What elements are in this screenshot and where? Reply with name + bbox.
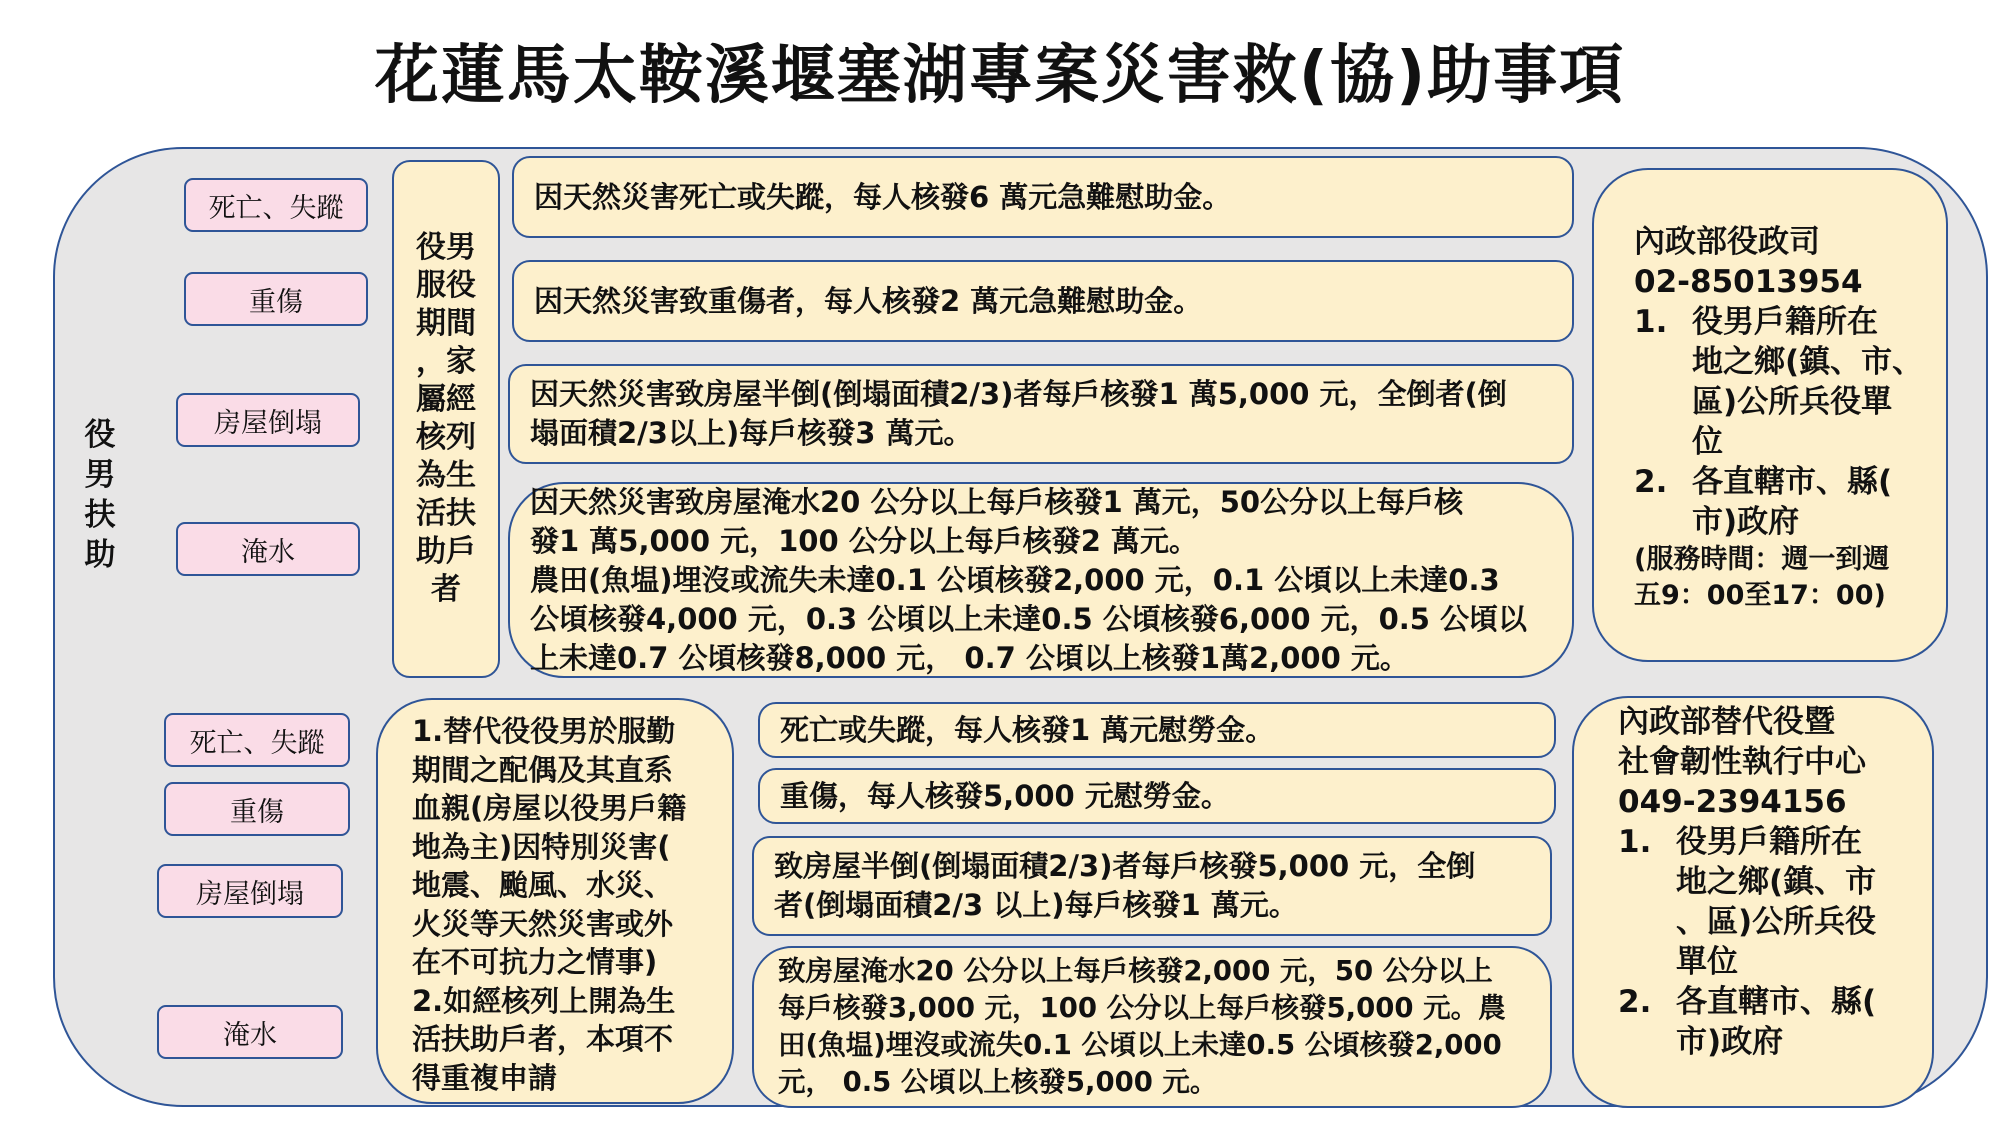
s1-detail-line: 因天然災害致房屋半倒(倒塌面積2/3)者每戶核發1 萬5,000 元，全倒者(倒 [530, 377, 1507, 411]
s1-eligibility-line: 者 [431, 572, 461, 607]
s1-contact-item-line: 位 [1692, 424, 1723, 460]
s2-eligibility-line: 得重複申請 [412, 1060, 558, 1095]
s1-contact-item-line: 役男戶籍所在 [1692, 304, 1878, 340]
s1-detail-line: 因天然災害死亡或失蹤，每人核發6 萬元急難慰助金。 [534, 179, 1232, 214]
s2-eligibility [376, 698, 734, 1104]
s1-contact-item-line: 區)公所兵役單 [1692, 384, 1893, 420]
s1-detail-line: 發1 萬5,000 元，100 公分以上每戶核發2 萬元。 [530, 523, 1199, 558]
s2-contact-item-line: 、區)公所兵役 [1676, 904, 1877, 940]
s2-eligibility-line: 2.如經核列上開為生 [412, 983, 676, 1018]
page-title: 花蓮馬太鞍溪堰塞湖專案災害救(協)助事項 [374, 39, 1626, 113]
s1-eligibility-line: 屬經 [416, 382, 476, 417]
s1-detail-line: 上未達0.7 公頃核發8,000 元， 0.7 公頃以上核發1萬2,000 元。 [530, 640, 1409, 675]
s2-detail-injury [758, 768, 1556, 824]
s2-eligibility-line: 在不可抗力之情事) [412, 945, 658, 979]
s1-eligibility-line: 活扶 [416, 496, 476, 531]
s2-contact-phone: 049-2394156 [1618, 784, 1847, 820]
s2-contact-item-line: 地之鄉(鎮、市 [1676, 864, 1877, 900]
s1-detail-flood [508, 482, 1574, 678]
s2-category-injury: 重傷 [164, 782, 350, 836]
s1-category-flood: 淹水 [176, 522, 360, 576]
s1-detail-collapse [508, 364, 1574, 464]
s2-contact-item-num: 1. [1618, 824, 1652, 860]
s2-detail-line: 者(倒塌面積2/3 以上)每戶核發1 萬元。 [774, 888, 1298, 922]
s1-category-collapse: 房屋倒塌 [176, 393, 360, 447]
s1-eligibility-line: 期間 [416, 306, 476, 341]
s2-category-death: 死亡、失蹤 [164, 713, 350, 767]
s1-eligibility [392, 160, 500, 678]
s2-contact-item [1618, 982, 1932, 1062]
s1-contact-item-line: 各直轄市、縣( [1692, 464, 1893, 500]
s2-eligibility-line: 活扶助戶者，本項不 [412, 1022, 674, 1056]
s2-detail-line: 重傷，每人核發5,000 元慰勞金。 [780, 778, 1230, 813]
s2-eligibility-line: 火災等天然災害或外 [412, 906, 674, 941]
s2-contact-item-line: 市)政府 [1676, 1024, 1784, 1060]
s2-detail-line: 致房屋半倒(倒塌面積2/3)者每戶核發5,000 元，全倒 [774, 849, 1476, 883]
s1-eligibility-line: 役男 [416, 230, 476, 265]
s1-detail-line: 塌面積2/3以上)每戶核發3 萬元。 [530, 416, 973, 450]
s2-eligibility-line: 血親(房屋以役男戶籍 [412, 791, 687, 825]
s2-detail-line: 元， 0.5 公頃以上核發5,000 元。 [778, 1066, 1218, 1098]
s2-category-flood: 淹水 [157, 1005, 343, 1059]
s2-contact-org: 內政部替代役暨 [1618, 704, 1835, 740]
s2-contact-item-line: 單位 [1676, 944, 1738, 980]
s1-contact-phone: 02-85013954 [1634, 264, 1863, 300]
s1-contact [1592, 168, 1948, 662]
s2-contact [1572, 696, 1934, 1108]
s2-detail-collapse [752, 836, 1552, 936]
s2-eligibility-line: 期間之配偶及其直系 [412, 752, 674, 787]
s2-contact-item-line: 各直轄市、縣( [1676, 984, 1877, 1020]
s2-eligibility-line: 地為主)因特別災害( [412, 829, 671, 864]
s2-contact-org: 社會韌性執行中心 [1618, 744, 1866, 780]
side-label-char: 役 [84, 417, 116, 453]
s2-contact-item [1618, 822, 1932, 982]
s2-eligibility-line: 地震、颱風、水災、 [412, 868, 674, 902]
s2-category-collapse: 房屋倒塌 [157, 864, 343, 918]
s1-detail-line: 因天然災害致房屋淹水20 公分以上每戶核發1 萬元，50公分以上每戶核 [530, 484, 1464, 519]
s1-contact-item [1634, 302, 1946, 462]
s1-contact-item-line: 市)政府 [1692, 504, 1800, 540]
s1-detail-injury [512, 260, 1574, 342]
s1-category-injury: 重傷 [184, 272, 368, 326]
s2-contact-item-line: 役男戶籍所在 [1676, 824, 1862, 860]
s1-eligibility-line: 為生 [416, 458, 476, 493]
s1-contact-item-num: 1. [1634, 304, 1668, 340]
s1-detail-line: 公頃核發4,000 元，0.3 公頃以上未達0.5 公頃核發6,000 元，0.5 公頃以 [530, 601, 1528, 636]
side-label-char: 男 [84, 457, 116, 493]
s1-detail-death [512, 156, 1574, 238]
s1-contact-item-line: 地之鄉(鎮、市、 [1692, 344, 1924, 380]
s1-contact-item-num: 2. [1634, 464, 1668, 500]
s2-detail-flood [752, 946, 1552, 1108]
side-label [80, 415, 120, 575]
side-label-char: 扶 [84, 497, 116, 533]
s1-eligibility-line: 服役 [416, 268, 476, 303]
s1-detail-line: 因天然災害致重傷者，每人核發2 萬元急難慰助金。 [534, 283, 1203, 318]
s1-contact-hours: 五9：00至17：00) [1634, 580, 1886, 611]
s1-contact-hours: (服務時間：週一到週 [1634, 544, 1890, 575]
s2-detail-line: 死亡或失蹤，每人核發1 萬元慰勞金。 [780, 712, 1275, 747]
s2-detail-line: 每戶核發3,000 元，100 公分以上每戶核發5,000 元。農 [778, 992, 1506, 1024]
s1-eligibility-line: 助戶 [416, 534, 476, 569]
s1-eligibility-line: 核列 [416, 420, 476, 455]
s1-category-death: 死亡、失蹤 [184, 178, 368, 232]
s2-detail-line: 田(魚塭)埋沒或流失0.1 公頃以上未達0.5 公頃核發2,000 [778, 1029, 1502, 1061]
s1-eligibility-line: ，家 [416, 344, 476, 379]
s2-contact-item-num: 2. [1618, 984, 1652, 1020]
s1-detail-line: 農田(魚塭)埋沒或流失未達0.1 公頃核發2,000 元，0.1 公頃以上未達0.3 [530, 562, 1500, 597]
s1-contact-item [1634, 462, 1946, 542]
s2-eligibility-line: 1.替代役役男於服勤 [412, 714, 676, 748]
side-label-char: 助 [84, 537, 116, 573]
s2-detail-line: 致房屋淹水20 公分以上每戶核發2,000 元，50 公分以上 [778, 955, 1493, 987]
s2-detail-death [758, 702, 1556, 758]
s1-contact-org: 內政部役政司 [1634, 224, 1820, 260]
